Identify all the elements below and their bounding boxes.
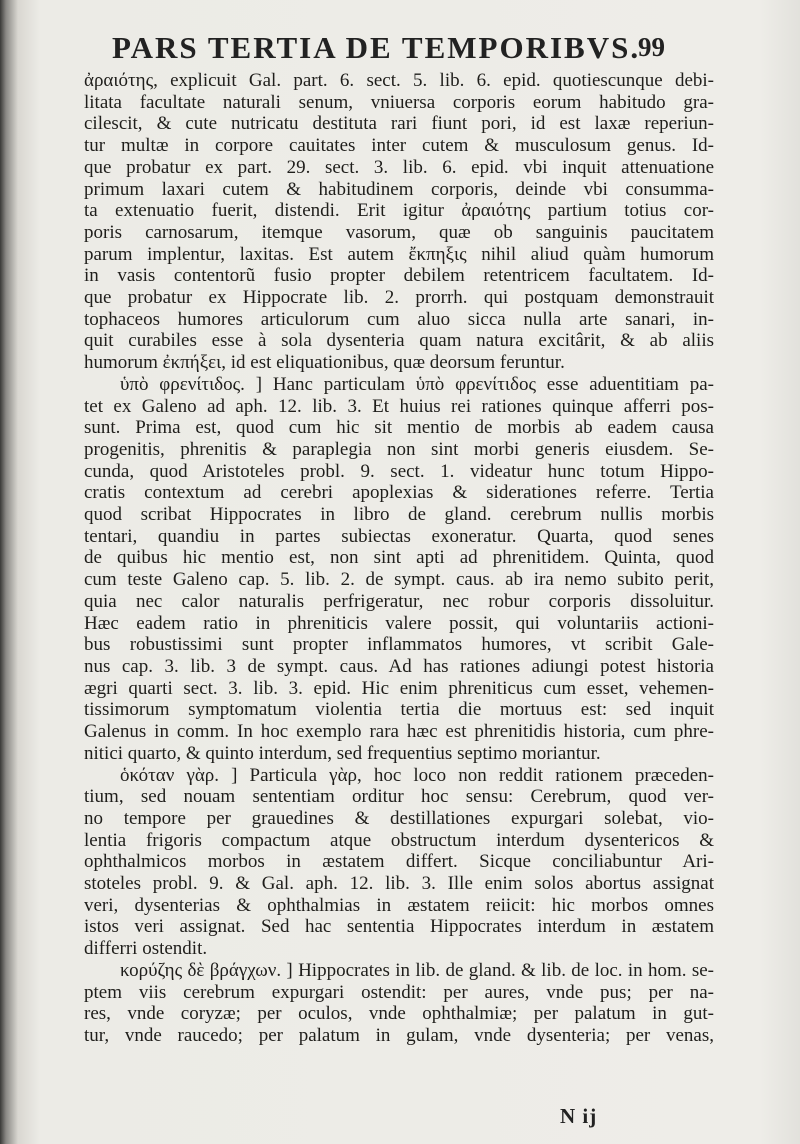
text-line: ta extenuatio fuerit, distendi. Erit igitur ἀραιότης partium totius cor-: [84, 200, 714, 222]
text-line: cratis contextum ad cerebri apoplexias & siderationes referre. Tertia: [84, 482, 714, 504]
text-line: tophaceos humores articulorum cum aluo sicca nulla arte sanari, in-: [84, 308, 714, 330]
text-line: quit curabiles esse à sola dysenteria quam natura excitârit, & ab aliis: [84, 330, 714, 352]
text-line: ophthalmicos morbos in æstatem differt. Sicque conciliabuntur Ari-: [84, 851, 714, 873]
text-line: in vasis contentorũ fusio propter debilem retentricem facultatem. Id-: [84, 265, 714, 287]
text-line: nus cap. 3. lib. 3 de sympt. caus. Ad has rationes adiungi potest historia: [84, 655, 714, 677]
text-line: tet ex Galeno ad aph. 12. lib. 3. Et huius rei rationes quinque afferri pos-: [84, 395, 714, 417]
text-line: tissimorum symptomatum violentia tertia die mortuus est: sed inquit: [84, 699, 714, 721]
page-number: 99: [638, 32, 665, 62]
text-line: de quibus hic mentio est, non sint apti ad phrenitidem. Quinta, quod: [84, 547, 714, 569]
text-line: κορύζης δὲ βράγχων. ] Hippocrates in lib. de gland. & lib. de loc. in hom. se-: [120, 959, 714, 981]
text-line: tur, vnde raucedo; per palatum in gulam, vnde dysenteria; per venas,: [84, 1024, 714, 1046]
text-line: primum laxari cutem & habitudinem corporis, deinde vbi consumma-: [84, 178, 714, 200]
paragraph: [84, 960, 714, 1047]
text-line: nitici quarto, & quinto interdum, sed frequentius septimo moriantur.: [84, 742, 601, 764]
page-header: [0, 30, 800, 70]
running-title: PARS TERTIA DE TEMPORIBVS.: [112, 30, 641, 65]
text-line: Hæc eadem ratio in phreniticis valere possit, qui voluntariis actioni-: [84, 612, 714, 634]
text-line: bus robustissimi sunt propter inflammatos humores, vt scribit Gale-: [84, 634, 714, 656]
text-line: ptem viis cerebrum expurgari ostendit: per aures, vnde pus; per na-: [84, 981, 714, 1003]
text-line: humorum ἐκπήξει, id est eliquationibus, quæ deorsum feruntur.: [84, 352, 565, 374]
signature-mark: N ij: [560, 1104, 598, 1128]
text-line: ægri quarti sect. 3. lib. 3. epid. Hic enim phreniticus cum esset, vehemen-: [84, 677, 714, 699]
text-line: stoteles probl. 9. & Gal. aph. 12. lib. 3. Ille enim solos abortus assignat: [84, 873, 714, 895]
text-line: lentia frigoris compactum atque obstructum interdum dysentericos &: [84, 829, 714, 851]
text-line: no tempore per grauedines & destillationes expurgari solebat, vio-: [84, 807, 714, 829]
text-line: ἀραιότης, explicuit Gal. part. 6. sect. 5. lib. 6. epid. quotiescunque debi-: [84, 70, 714, 91]
text-line: parum implentur, laxitas. Est autem ἔκπηξις nihil aliud quàm humorum: [84, 243, 714, 265]
text-line: cilescit, & cute nutricatu destituta rari fiunt pori, id est laxæ reperiun-: [84, 113, 714, 135]
text-line: poris carnosarum, itemque vasorum, quæ ob sanguinis paucitatem: [84, 221, 714, 243]
text-line: cunda, quod Aristoteles probl. 9. sect. 1. videatur hunc totum Hippo-: [84, 460, 714, 482]
text-line: tium, sed nouam sententiam orditur hoc sensu: Cerebrum, quod ver-: [84, 786, 714, 808]
text-line: que probatur ex Hippocrate lib. 2. prorrh. qui postquam demonstrauit: [84, 287, 714, 309]
paragraph: [84, 765, 714, 960]
text-line: quia nec calor naturalis perfrigeratur, nec robur corporis dissoluitur.: [84, 590, 714, 612]
text-line: Galenus in comm. In hoc exemplo rara hæc est phrenitidis historia, cum phre-: [84, 721, 714, 743]
text-line: istos veri assignat. Sed hac sententia Hippocrates interdum in æstatem: [84, 916, 714, 938]
text-line: progenitis, phrenitis & paraplegia non sint morbi generis eiusdem. Se-: [84, 438, 714, 460]
text-line: quod scribat Hippocrates in libro de gland. cerebrum nullis morbis: [84, 504, 714, 526]
text-line: que probatur ex part. 29. sect. 3. lib. 6. epid. vbi inquit attenuatione: [84, 156, 714, 178]
main-text: [84, 70, 714, 1047]
text-line: ὁκόταν γὰρ. ] Particula γὰρ, hoc loco non reddit rationem præceden-: [120, 764, 714, 786]
paragraph: [84, 70, 714, 374]
text-line: sunt. Prima est, quod cum hic sit mentio de morbis ab eadem causa: [84, 417, 714, 439]
text-line: differri ostendit.: [84, 938, 208, 960]
text-line: res, vnde coryzæ; per oculos, vnde ophthalmiæ; per palatum in gut-: [84, 1003, 714, 1025]
text-line: litata facultate naturali senum, vniuersa corporis eorum habitudo gra-: [84, 91, 714, 113]
text-line: tentari, quandiu in partes subiectas exoneratur. Quarta, quod senes: [84, 525, 714, 547]
text-line: tur multæ in corpore cauitates inter cutem & musculosum genus. Id-: [84, 135, 714, 157]
text-line: cum teste Galeno cap. 5. lib. 2. de sympt. caus. ab ira nemo subito perit,: [84, 569, 714, 591]
paragraph: [84, 374, 714, 765]
text-line: ὑπὸ φρενίτιδος. ] Hanc particulam ὑπὸ φρενίτιδος esse aduentitiam pa-: [120, 373, 714, 395]
text-line: veri, dysenterias & ophthalmias in æstatem reiicit: hic morbos omnes: [84, 894, 714, 916]
